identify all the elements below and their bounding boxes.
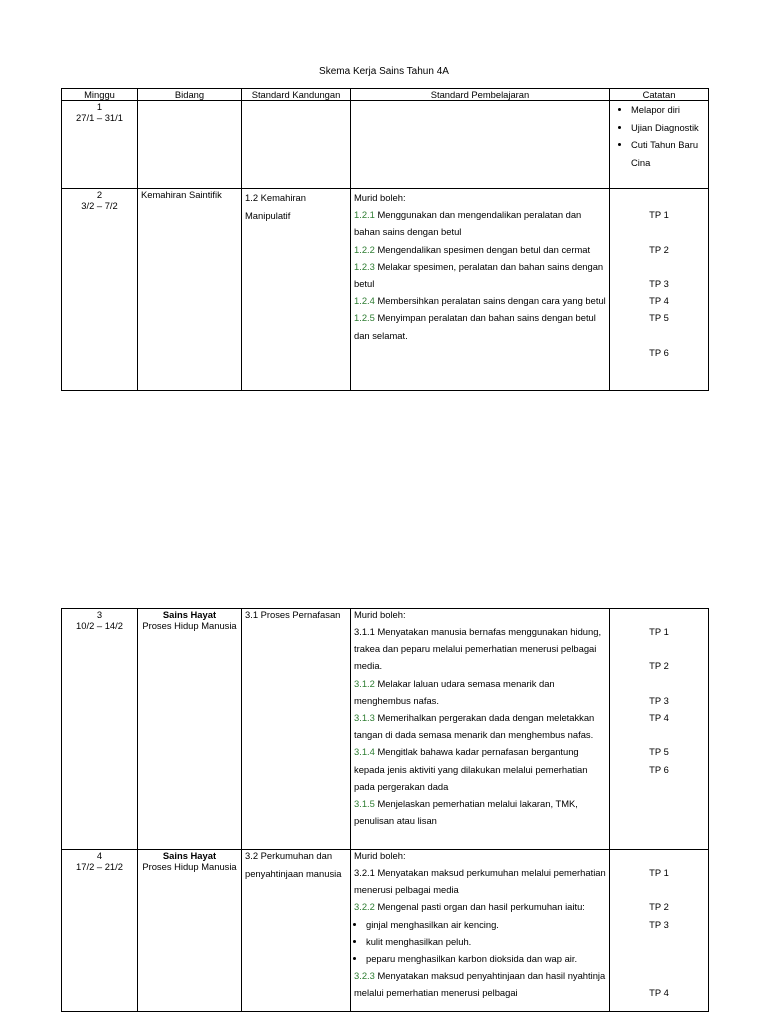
document-title: Skema Kerja Sains Tahun 4A bbox=[319, 66, 449, 77]
table-row-week-3 bbox=[62, 609, 709, 850]
sp-item bbox=[354, 898, 606, 915]
standard-pembelajaran-cell bbox=[351, 101, 610, 189]
week-cell bbox=[62, 101, 138, 189]
sp-text: Menyimpan peralatan dan bahan sains dengan betul dan selamat. bbox=[354, 312, 596, 341]
week-number: 4 bbox=[96, 850, 103, 861]
sp-item bbox=[354, 743, 606, 795]
sp-item bbox=[354, 623, 606, 675]
sp-code: 3.1.5 bbox=[354, 798, 375, 810]
header-standard-pembelajaran: Standard Pembelajaran bbox=[351, 89, 610, 101]
tp-label: TP 4 bbox=[649, 987, 669, 999]
sp-text: Menyatakan maksud penyahtinjaan dan hasil nyahtinja melalui pemerhatian menerusi pelbagai bbox=[354, 970, 606, 999]
sp-text: Membersihkan peralatan sains dengan cara yang betul bbox=[377, 295, 606, 307]
tp-label: TP 5 bbox=[649, 312, 669, 324]
sp-item bbox=[354, 258, 606, 292]
tp-label: TP 6 bbox=[649, 346, 669, 358]
organ-list-item: • ginjal menghasilkan air kencing. bbox=[366, 916, 606, 933]
sp-intro: Murid boleh: bbox=[354, 609, 406, 620]
tp-label: TP 1 bbox=[649, 626, 669, 637]
header-bidang: Bidang bbox=[138, 89, 242, 101]
tp-label: TP 6 bbox=[649, 763, 669, 775]
bidang-cell bbox=[138, 609, 242, 850]
tp-label: TP 4 bbox=[649, 711, 669, 723]
bidang-title: Sains Hayat bbox=[162, 609, 217, 620]
header-standard-kandungan: Standard Kandungan bbox=[242, 89, 351, 101]
standard-kandungan-cell bbox=[242, 101, 351, 189]
catatan-list bbox=[613, 101, 705, 171]
tp-label: TP 3 bbox=[649, 694, 669, 706]
bidang-cell bbox=[138, 850, 242, 1012]
sp-text: Menjelaskan pemerhatian melalui lakaran, TMK, penulisan atau lisan bbox=[354, 798, 578, 827]
table-header-row bbox=[62, 89, 709, 101]
sp-code: 3.2.3 bbox=[354, 970, 375, 982]
standard-pembelajaran-cell bbox=[351, 609, 610, 850]
standard-kandungan-text: 3.2 Perkumuhan dan penyahtinjaan manusia bbox=[245, 850, 342, 879]
scheme-table-2 bbox=[61, 608, 709, 1012]
catatan-cell bbox=[610, 850, 709, 1012]
sp-text: Menyatakan maksud perkumuhan melalui pemerhatian menerusi pelbagai media bbox=[354, 867, 606, 896]
bidang-title: Sains Hayat bbox=[162, 850, 217, 861]
sp-text: Mengenal pasti organ dan hasil perkumuhan iaitu: bbox=[377, 901, 585, 913]
sp-text: Mengitlak bahawa kadar pernafasan bergantung kepada jenis aktiviti yang dilakukan melalui pemerhatian pada pergerakan dada bbox=[354, 746, 588, 792]
week-number: 2 bbox=[96, 189, 103, 200]
header-minggu: Minggu bbox=[62, 89, 138, 101]
bidang-cell bbox=[138, 101, 242, 189]
sp-code: 3.1.4 bbox=[354, 746, 375, 758]
sp-code: 1.2.3 bbox=[354, 260, 375, 272]
sp-code: 1.2.1 bbox=[354, 209, 375, 221]
sp-item bbox=[354, 864, 606, 898]
sp-item bbox=[354, 709, 606, 743]
bidang-subtitle: Proses Hidup Manusia bbox=[142, 620, 237, 631]
sp-item bbox=[354, 795, 606, 829]
sp-item bbox=[354, 241, 606, 258]
sp-item bbox=[354, 292, 606, 309]
sp-code: 3.1.1 bbox=[354, 626, 375, 637]
table-row-week-1 bbox=[62, 101, 709, 189]
week-number: 1 bbox=[96, 101, 103, 112]
sp-intro: Murid boleh: bbox=[354, 850, 406, 861]
catatan-item: • Ujian Diagnostik bbox=[631, 119, 705, 137]
sp-code: 1.2.4 bbox=[354, 295, 375, 307]
standard-pembelajaran-cell bbox=[351, 189, 610, 391]
standard-kandungan-text: 1.2 Kemahiran Manipulatif bbox=[245, 192, 306, 221]
catatan-item: • Cuti Tahun Baru Cina bbox=[631, 136, 705, 171]
standard-kandungan-cell bbox=[242, 189, 351, 391]
sp-item bbox=[354, 309, 606, 343]
sp-text: Melakar laluan udara semasa menarik dan menghembus nafas. bbox=[354, 677, 555, 706]
week-number: 3 bbox=[96, 609, 103, 620]
standard-pembelajaran-cell bbox=[351, 850, 610, 1012]
sp-item bbox=[354, 206, 606, 240]
tp-label: TP 2 bbox=[649, 901, 669, 913]
tp-label: TP 3 bbox=[649, 277, 669, 289]
sp-text: Melakar spesimen, peralatan dan bahan sains dengan betul bbox=[354, 260, 604, 290]
standard-kandungan-cell bbox=[242, 609, 351, 850]
table-row-week-2 bbox=[62, 189, 709, 391]
tp-label: TP 3 bbox=[649, 918, 669, 930]
organ-list bbox=[354, 916, 606, 968]
week-date: 27/1 – 31/1 bbox=[76, 112, 123, 123]
sp-code: 3.1.2 bbox=[354, 677, 375, 689]
sp-item bbox=[354, 967, 606, 1001]
sp-item bbox=[354, 675, 606, 709]
sp-text: Menggunakan dan mengendalikan peralatan dan bahan sains dengan betul bbox=[354, 209, 582, 238]
sp-text: Menyatakan manusia bernafas menggunakan hidung, trakea dan peparu melalui pemerhatian menerusi pelbagai media. bbox=[354, 626, 602, 672]
sp-code: 3.2.2 bbox=[354, 901, 375, 913]
organ-list-item: • peparu menghasilkan karbon dioksida dan wap air. bbox=[366, 950, 606, 967]
tp-label: TP 4 bbox=[649, 295, 669, 307]
week-cell bbox=[62, 609, 138, 850]
sp-code: 1.2.2 bbox=[354, 243, 375, 255]
organ-list-item: • kulit menghasilkan peluh. bbox=[366, 933, 606, 950]
table-row-week-4 bbox=[62, 850, 709, 1012]
tp-label: TP 2 bbox=[649, 660, 669, 672]
week-cell bbox=[62, 189, 138, 391]
catatan-item: • Melapor diri bbox=[631, 101, 705, 119]
bidang-text: Kemahiran Saintifik bbox=[141, 189, 222, 200]
sp-code: 3.1.3 bbox=[354, 712, 375, 724]
tp-label: TP 1 bbox=[649, 209, 669, 221]
standard-kandungan-cell bbox=[242, 850, 351, 1012]
sp-code: 3.2.1 bbox=[354, 867, 375, 878]
tp-label: TP 2 bbox=[649, 243, 669, 255]
sp-code: 1.2.5 bbox=[354, 312, 375, 324]
sp-intro: Murid boleh: bbox=[354, 192, 406, 203]
standard-kandungan-text: 3.1 Proses Pernafasan bbox=[245, 609, 341, 620]
scheme-table-1 bbox=[61, 88, 709, 391]
week-date: 17/2 – 21/2 bbox=[76, 861, 123, 872]
sp-text: Mengendalikan spesimen dengan betul dan cermat bbox=[377, 243, 591, 255]
catatan-cell bbox=[610, 609, 709, 850]
week-cell bbox=[62, 850, 138, 1012]
bidang-cell bbox=[138, 189, 242, 391]
catatan-cell bbox=[610, 101, 709, 189]
tp-label: TP 5 bbox=[649, 746, 669, 758]
bidang-subtitle: Proses Hidup Manusia bbox=[142, 861, 237, 872]
tp-label: TP 1 bbox=[649, 867, 669, 878]
header-catatan: Catatan bbox=[610, 89, 709, 101]
week-date: 10/2 – 14/2 bbox=[76, 620, 123, 631]
catatan-cell bbox=[610, 189, 709, 391]
sp-text: Memerihalkan pergerakan dada dengan meletakkan tangan di dada semasa menarik dan menghembus nafas. bbox=[354, 712, 595, 741]
week-date: 3/2 – 7/2 bbox=[81, 200, 118, 211]
